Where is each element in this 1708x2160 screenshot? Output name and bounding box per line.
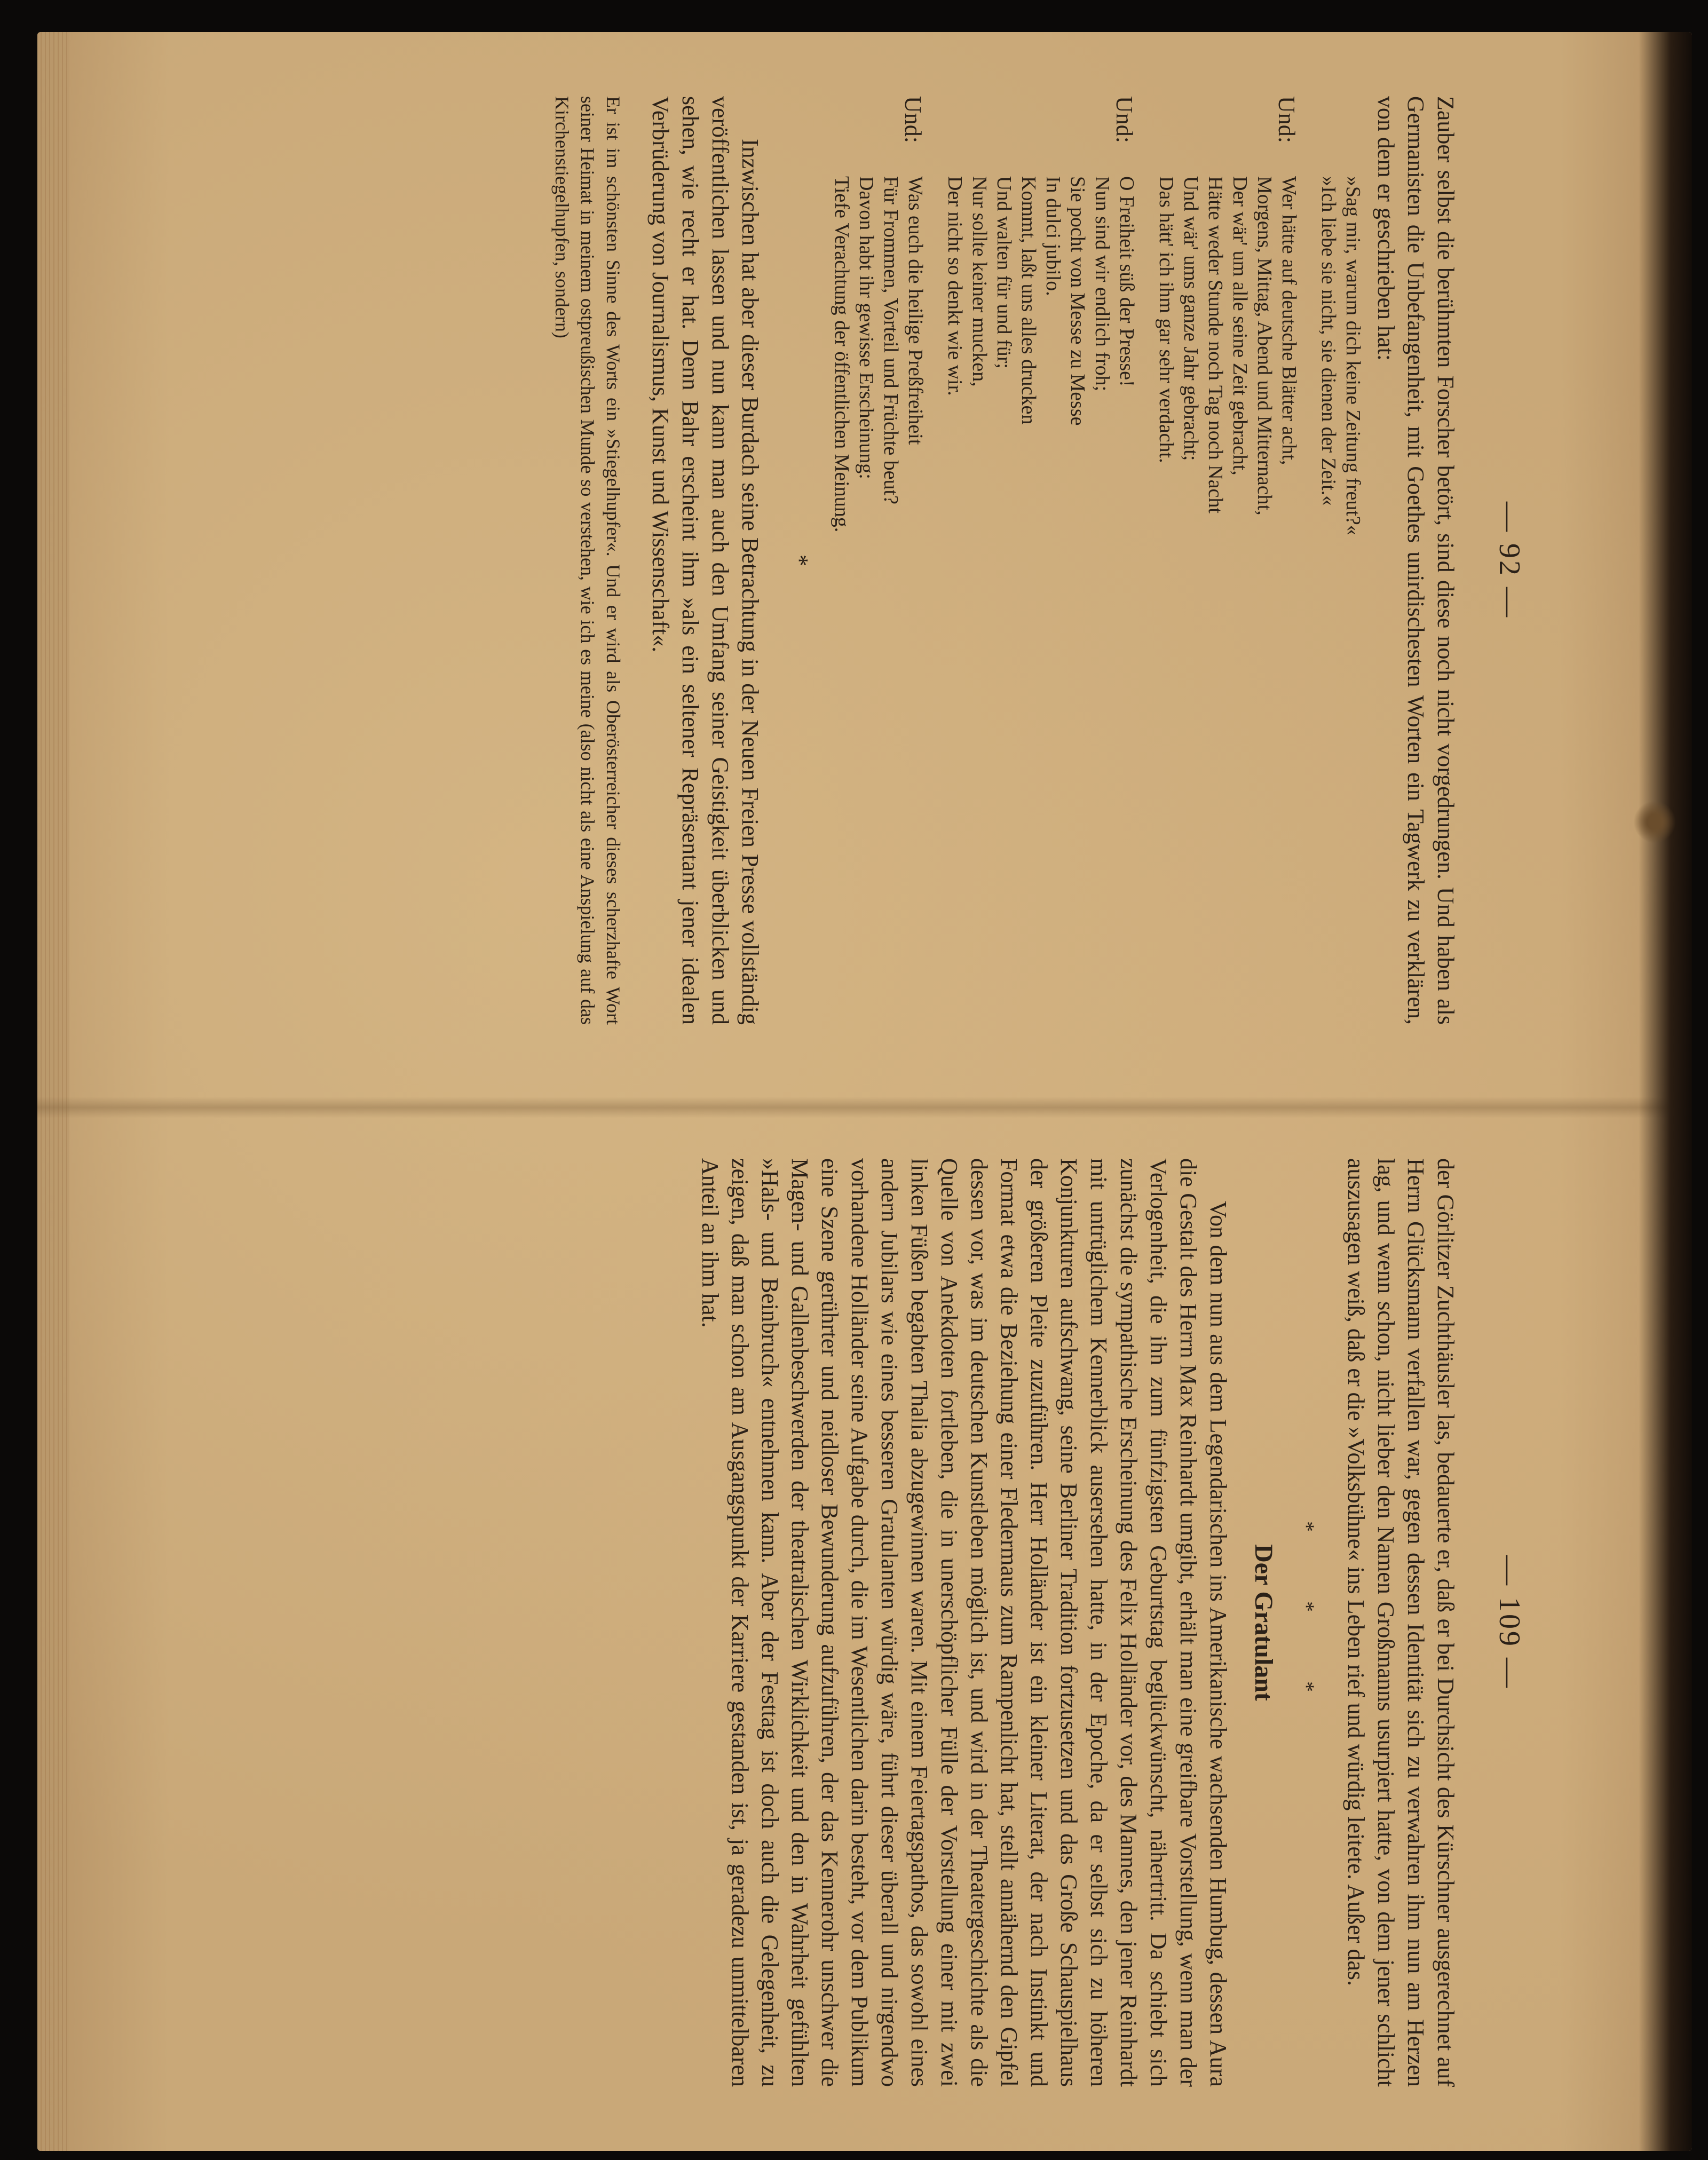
page-number: — 92 —: [1493, 502, 1526, 619]
verse-line: Kommt, laßt uns alles drucken: [1017, 176, 1040, 425]
verse-line: Wer hätte auf deutsche Blätter acht,: [1278, 176, 1300, 465]
verse-line: Und wär' ums ganze Jahr gebracht;: [1180, 176, 1202, 461]
verse-line: O Freiheit süß der Presse!: [1116, 176, 1138, 387]
page-92: [379, 96, 1527, 1025]
book-gutter: [37, 1097, 1692, 1118]
page-109: [379, 1158, 1527, 2087]
verse: [943, 176, 1139, 426]
verse-line: In dulci jubilo.: [1042, 176, 1064, 296]
goethe-quote: [1316, 176, 1365, 1025]
quote-line: »Ich liebe sie nicht, sie dienen der Zeit.«: [1317, 176, 1340, 506]
gratulant-paragraph: Von dem nun aus dem Legendarischen ins Amerikanische wachsenden Humbug, dessen Aura die Gestalt des Herrn Max Reinhardt umgibt, erhält man eine greifbare Vorstellung, wenn man der Verlogenheit, die ihn zum fünfzigsten Geburtstag beglückwünscht, nähertritt. Da schiebt sich zunächst die sympathische Erscheinung des Felix Holländer vor, des Mannes, den jener Reinhardt mit untrüglichem Kennerblick ausersehen hatte, in der Epoche, da er selbst sich zu höheren Konjunkturen aufschwang, seine Berliner Tradition fortzusetzen und das Große Schauspielhaus der größeren Pleite zuzuführen. Herr Holländer ist ein kleiner Literat, der nach Instinkt und Format etwa die Beziehung einer Fledermaus zum Rampenlicht hat, stellt annähernd den Gipfel dessen vor, was im deutschen Kunstleben möglich ist, und wird in der Theatergeschichte als die Quelle von Anekdoten fortleben, die in unerschöpflicher Fülle der Vorstellung einer mit zwei linken Füßen begabten Thalia abzugewinnen waren. Mit einem Feiertagspathos, das sowohl eines andern Jubilars wie eines besseren Gratulanten würdig wäre, führt dieser überall und nirgendwo vorhandene Holländer seine Aufgabe durch, die im Wesentlichen darin besteht, vor dem Publikum eine Szene gerührter und neidloser Bewunderung aufzuführen, der das Kennerohr unschwer die Magen- und Gallenbeschwerden der theatralischen Wirklichkeit und den in Wahrheit gefühlten »Hals- und Beinbruch« entnehmen kann. Aber der Festtag ist doch auch die Gelegenheit, zu zeigen, daß man schon am Ausgangspunkt der Karriere gestanden ist, ja geradezu unmittelbaren Anteil an ihm hat.: [697, 1158, 1231, 2087]
verse: [829, 176, 928, 532]
burdach-paragraph: Inzwischen hat aber dieser Burdach seine Betrachtung in der Neuen Freien Presse vollständig veröffentlichen lassen und nun kann man auch den Umfang seiner Geistigkeit überblicken und sehen, wie recht er hat. Denn Bahr erscheint ihm »als ein seltener Repräsentant jener idealen Verbrüderung von Journalismus, Kunst und Wissenschaft«.: [647, 96, 763, 1025]
verse-line: Das hätt' ich ihm gar sehr verdacht.: [1155, 176, 1177, 463]
verse-line: Der nicht so denkt wie wir.: [944, 176, 966, 396]
verse-line: Der wär' um alle seine Zeit gebracht,: [1229, 176, 1251, 476]
verse-line: Sie pocht von Messe zu Messe: [1066, 176, 1089, 426]
verse-block-3: [829, 96, 928, 1025]
section-stars: * * *: [1295, 1521, 1319, 1724]
verse-line: Was euch die heilige Preßfreiheit: [904, 176, 927, 445]
verse-line: Davon habt ihr gewisse Erscheinung:: [855, 176, 877, 479]
verse: [1154, 176, 1301, 516]
opening-paragraph: der Görlitzer Zuchthäusler las, bedauerte er, daß er bei Durchsicht des Kürschner ausgerechnet auf Herrn Glücksmann verfallen war, gegen dessen Identität sich zu verwahren ihm nun am Herzen lag, und wenn schon, nicht lieber den Namen Großmanns usurpiert hatte, von dem jener schlicht auszusagen weiß, daß er die »Volksbühne« ins Leben rief und würdig leitete. Außer das.: [1343, 1158, 1459, 2087]
verse-line: Nun sind wir endlich froh;: [1091, 176, 1113, 392]
verse-line: Morgens, Mittag, Abend und Mitternacht,: [1253, 176, 1276, 516]
intro-paragraph: Zauber selbst die berühmten Forscher betört, sind diese noch nicht vorgedrungen. Und haben als Germanisten die Unbefangenheit, mit Goethes unirdischesten Worten ein Tagwerk zu verklären, von dem er geschrieben hat:: [1373, 96, 1459, 1025]
und-label: Und:: [1111, 96, 1137, 143]
verse-block-2: [943, 96, 1139, 1025]
page-edges: [37, 32, 69, 2151]
small-print-paragraph: Er ist im schönsten Sinne des Worts ein »Stiegelhupfer«. Und er wird als Oberösterreicher dieses scherzhafte Wort seiner Heimat in meinem ostpreußischen Munde so verstehen, wie ich es meine (also nicht als eine Anspielung auf das Kirchenstiegelhupfen, sondern): [551, 96, 624, 1025]
und-label: Und:: [900, 96, 926, 143]
und-label: Und:: [1274, 96, 1300, 143]
paper-stain: [1633, 801, 1676, 843]
quote-line: »Sag mir, warum dich keine Zeitung freut?«: [1342, 176, 1364, 535]
verse-line: Tiefe Verachtung der öffentlichen Meinung.: [831, 176, 853, 533]
verse-line: Für Frommen, Vorteil und Früchte beut?: [880, 176, 902, 504]
page-number: — 109 —: [1493, 1555, 1526, 1690]
verse-line: Nur sollte keiner mucken,: [968, 176, 991, 387]
binding-shadow: [1639, 32, 1692, 2151]
section-star: *: [787, 555, 813, 566]
verse-line: Hätte weder Stunde noch Tag noch Nacht: [1204, 176, 1227, 513]
verse-line: Und walten für und für;: [993, 176, 1015, 369]
section-heading: Der Gratulant: [1250, 1544, 1278, 1701]
verse-block-1: [1154, 96, 1301, 1025]
